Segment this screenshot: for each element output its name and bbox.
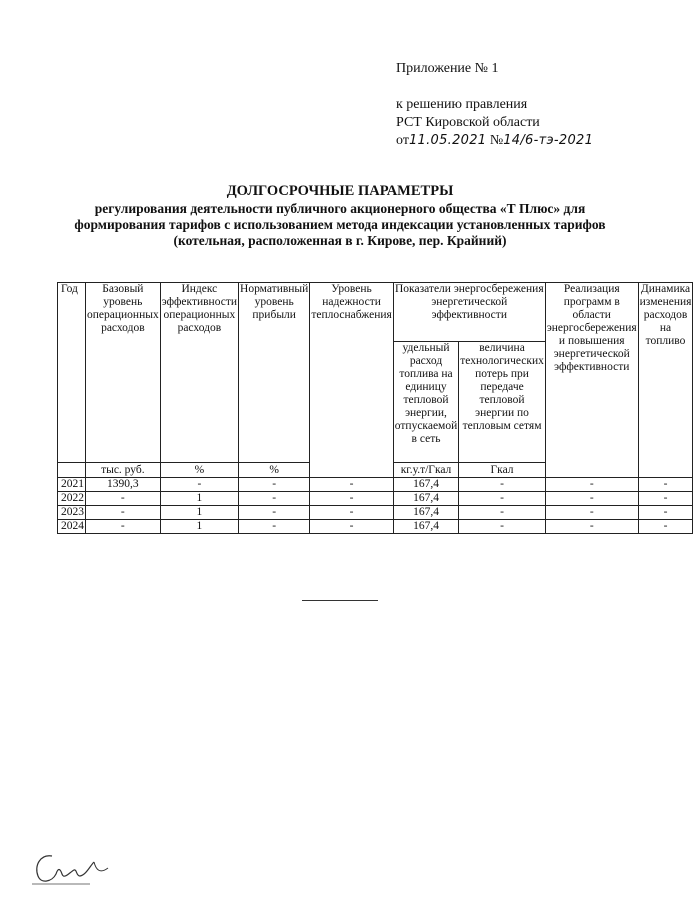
cell-dynamics: - bbox=[638, 506, 693, 520]
date-prefix: от bbox=[396, 133, 409, 148]
unit-index: % bbox=[160, 463, 238, 478]
date-number-line bbox=[396, 132, 593, 150]
cell-fuel: 167,4 bbox=[393, 520, 458, 534]
cell-programs: - bbox=[545, 506, 638, 520]
cell-losses: - bbox=[459, 492, 546, 506]
cell-norm: - bbox=[239, 492, 310, 506]
parameters-table bbox=[57, 282, 693, 534]
header-fuel-dynamics: Динамика изменения расходов на топливо bbox=[638, 283, 693, 478]
unit-norm: % bbox=[239, 463, 310, 478]
cell-losses: - bbox=[459, 520, 546, 534]
header-reliability: Уровень надежности теплоснабжения bbox=[310, 283, 393, 478]
handwritten-number: 14/6-тэ-2021 bbox=[503, 133, 594, 148]
cell-norm: - bbox=[239, 478, 310, 492]
header-efficiency-index: Индекс эффективности операционных расходов bbox=[160, 283, 238, 463]
appendix-block bbox=[396, 60, 593, 150]
cell-reliability: - bbox=[310, 506, 393, 520]
authority-line: РСТ Кировской области bbox=[396, 115, 540, 130]
header-specific-fuel: удельный расход топлива на единицу тепловой энергии, отпускаемой в сеть bbox=[393, 342, 458, 463]
closing-divider bbox=[302, 600, 378, 601]
cell-reliability: - bbox=[310, 478, 393, 492]
header-base-level: Базовый уровень операционных расходов bbox=[86, 283, 161, 463]
cell-programs: - bbox=[545, 478, 638, 492]
cell-year: 2021 bbox=[58, 478, 86, 492]
cell-year: 2023 bbox=[58, 506, 86, 520]
header-losses: величина технологических потерь при передаче тепловой энергии по тепловым сетям bbox=[459, 342, 546, 463]
cell-fuel: 167,4 bbox=[393, 492, 458, 506]
handwritten-date: 11.05.2021 bbox=[408, 133, 487, 148]
cell-dynamics: - bbox=[638, 492, 693, 506]
cell-base: 1390,3 bbox=[86, 478, 161, 492]
cell-base: - bbox=[86, 506, 161, 520]
cell-losses: - bbox=[459, 506, 546, 520]
cell-dynamics: - bbox=[638, 478, 693, 492]
heading-sub: регулирования деятельности публичного акционерного общества «Т Плюс» для формирования тарифов с использованием метода индексации установленных тарифов (котельная, расположенная в г. Кирове, пер. Крайний) bbox=[74, 201, 606, 248]
signature-icon bbox=[30, 848, 130, 888]
header-year: Год bbox=[58, 283, 86, 463]
cell-base: - bbox=[86, 492, 161, 506]
heading-main: ДОЛГОСРОЧНЫЕ ПАРАМЕТРЫ bbox=[226, 183, 454, 199]
table-row bbox=[58, 506, 693, 520]
header-row-top bbox=[58, 283, 693, 342]
cell-year: 2022 bbox=[58, 492, 86, 506]
header-normative-profit: Нормативный уровень прибыли bbox=[239, 283, 310, 463]
cell-year: 2024 bbox=[58, 520, 86, 534]
unit-fuel: кг.у.т/Гкал bbox=[393, 463, 458, 478]
cell-losses: - bbox=[459, 478, 546, 492]
cell-reliability: - bbox=[310, 492, 393, 506]
unit-losses: Гкал bbox=[459, 463, 546, 478]
unit-year-blank bbox=[58, 463, 86, 478]
cell-norm: - bbox=[239, 520, 310, 534]
table-row bbox=[58, 492, 693, 506]
signature-mark bbox=[30, 848, 130, 893]
header-energy-saving-group: Показатели энергосбережения энергетической эффективности bbox=[393, 283, 545, 342]
cell-index: - bbox=[160, 478, 238, 492]
cell-index: 1 bbox=[160, 520, 238, 534]
cell-fuel: 167,4 bbox=[393, 506, 458, 520]
decision-line: к решению правления bbox=[396, 97, 528, 112]
cell-base: - bbox=[86, 520, 161, 534]
appendix-title: Приложение № 1 bbox=[396, 61, 499, 76]
document-heading bbox=[60, 183, 620, 249]
cell-fuel: 167,4 bbox=[393, 478, 458, 492]
cell-dynamics: - bbox=[638, 520, 693, 534]
table-row bbox=[58, 520, 693, 534]
table-row bbox=[58, 478, 693, 492]
unit-base: тыс. руб. bbox=[86, 463, 161, 478]
cell-reliability: - bbox=[310, 520, 393, 534]
header-programs: Реализация программ в области энергосбережения и повышения энергетической эффективности bbox=[545, 283, 638, 478]
cell-programs: - bbox=[545, 520, 638, 534]
cell-index: 1 bbox=[160, 506, 238, 520]
cell-index: 1 bbox=[160, 492, 238, 506]
cell-programs: - bbox=[545, 492, 638, 506]
number-prefix: № bbox=[489, 133, 504, 148]
cell-norm: - bbox=[239, 506, 310, 520]
